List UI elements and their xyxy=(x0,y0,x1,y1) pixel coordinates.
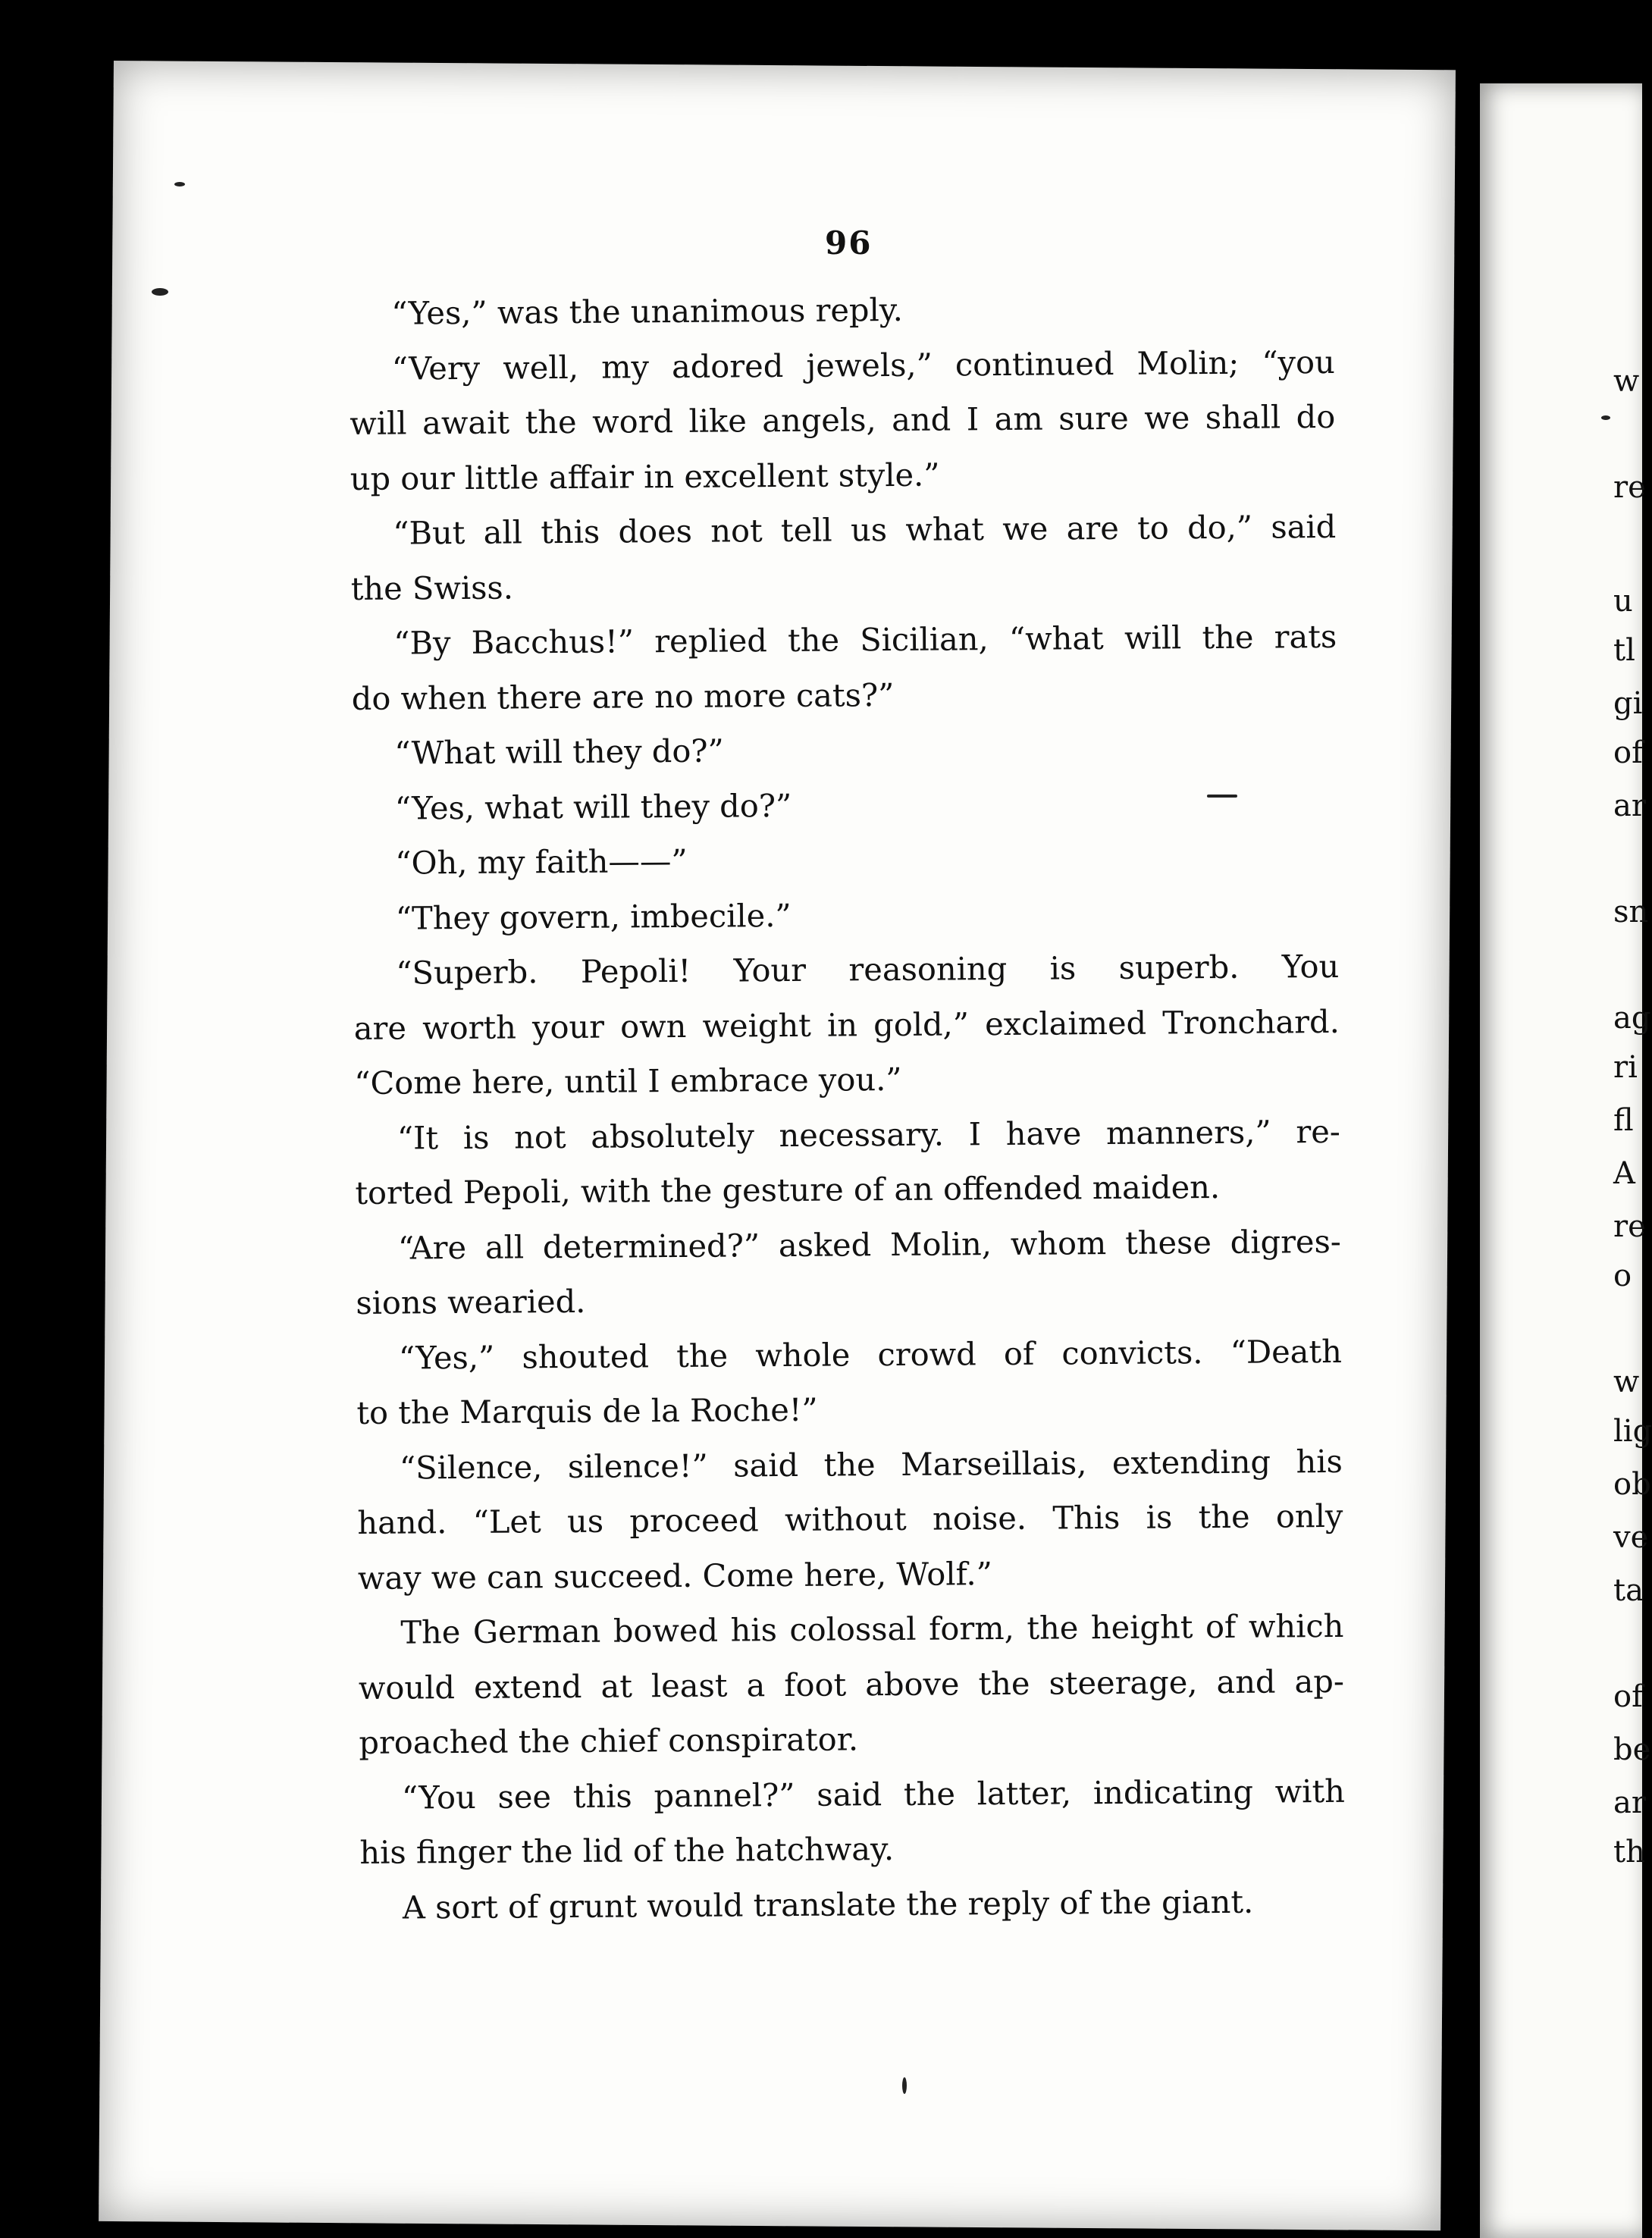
scan-speck xyxy=(1601,415,1610,420)
facing-page-fragment: ta xyxy=(1613,1573,1644,1608)
text-line: way we can succeed. Come here, Wolf.” xyxy=(357,1554,992,1597)
text-line: “Silence, silence!” said the Marseillais, extending his xyxy=(399,1442,1343,1487)
text-line: are worth your own weight in gold,” exclaimed Tronchard. xyxy=(353,1002,1340,1047)
text-line: “Are all determined?” asked Molin, whom these digres- xyxy=(397,1222,1341,1267)
facing-page-fragment: sn xyxy=(1613,895,1649,929)
text-line: to the Marquis de la Roche!” xyxy=(356,1390,818,1431)
facing-page-fragment: ar xyxy=(1613,1785,1646,1820)
text-line: hand. “Let us proceed without noise. This is the only xyxy=(357,1497,1343,1541)
facing-page-fragment: o xyxy=(1613,1258,1632,1293)
facing-page-fragment: re xyxy=(1613,470,1646,505)
text-line: “Superb. Pepoli! Your reasoning is superb. You xyxy=(396,947,1340,992)
text-line: proached the chief conspirator. xyxy=(359,1720,859,1761)
text-line: “You see this pannel?” said the latter, indicating with xyxy=(401,1772,1346,1816)
facing-page-fragment: tl xyxy=(1613,633,1635,668)
text-line: “Come here, until I embrace you.” xyxy=(354,1060,902,1102)
body-text xyxy=(349,280,1346,1936)
text-line: his finger the lid of the hatchway. xyxy=(359,1830,895,1871)
facing-page-fragment: ob xyxy=(1613,1467,1651,1502)
text-line: “Oh, my faith——” xyxy=(395,842,688,882)
text-line: A sort of grunt would translate the reply of the giant. xyxy=(402,1882,1254,1926)
text-line: up our little affair in excellent style.” xyxy=(350,456,940,497)
text-line: “Yes, what will they do?” xyxy=(394,786,792,827)
text-line: “Yes,” shouted the whole crowd of convicts. “Death xyxy=(398,1332,1343,1377)
text-line: “Yes,” was the unanimous reply. xyxy=(391,290,904,332)
text-line: will await the word like angels, and I am sure we shall do xyxy=(350,397,1336,442)
scan-speck xyxy=(1207,795,1237,798)
text-line: do when there are no more cats?” xyxy=(351,675,895,717)
text-line: “But all this does not tell us what we are to do,” said xyxy=(393,507,1337,552)
facing-page-fragment: th xyxy=(1613,1835,1645,1870)
page-number: 96 xyxy=(825,224,873,262)
facing-page-fragment: ri xyxy=(1613,1050,1638,1085)
text-line: would extend at least a foot above the steerage, and ap- xyxy=(358,1662,1345,1707)
facing-page-fragment: fl xyxy=(1613,1103,1634,1138)
facing-page-fragment: u xyxy=(1613,584,1633,619)
facing-page-fragment: of xyxy=(1613,1679,1643,1714)
facing-page-fragment: gi xyxy=(1613,686,1643,721)
scan-speck xyxy=(902,2077,907,2094)
scan-speck xyxy=(152,288,168,296)
text-line: the Swiss. xyxy=(350,568,514,607)
book-gutter xyxy=(1456,45,1480,2238)
text-line: “They govern, imbecile.” xyxy=(395,896,792,937)
text-line: The German bowed his colossal form, the height of which xyxy=(400,1606,1344,1651)
text-line: “It is not absolutely necessary. I have manners,” re- xyxy=(397,1112,1340,1157)
facing-page-fragment: ar xyxy=(1613,788,1646,823)
text-line: “Very well, my adored jewels,” continued Molin; “you xyxy=(391,343,1335,387)
facing-page-fragment: be xyxy=(1613,1732,1651,1767)
text-line: “By Bacchus!” replied the Sicilian, “what will the rats xyxy=(393,617,1337,662)
facing-page-fragment: re xyxy=(1613,1209,1646,1244)
text-line: sions wearied. xyxy=(356,1282,586,1321)
text-line: torted Pepoli, with the gesture of an offended maiden. xyxy=(355,1168,1221,1211)
facing-page-fragment: w xyxy=(1613,1365,1640,1400)
facing-page-fragment: w xyxy=(1613,364,1640,399)
facing-page-fragment: A xyxy=(1613,1156,1635,1191)
facing-page-fragment: lig xyxy=(1613,1414,1652,1449)
facing-page-fragment: ag xyxy=(1613,1001,1651,1036)
facing-page-fragment: ve xyxy=(1613,1520,1649,1555)
facing-page-fragment: of xyxy=(1613,735,1643,770)
text-line: “What will they do?” xyxy=(394,732,724,772)
scan-speck xyxy=(174,182,185,186)
